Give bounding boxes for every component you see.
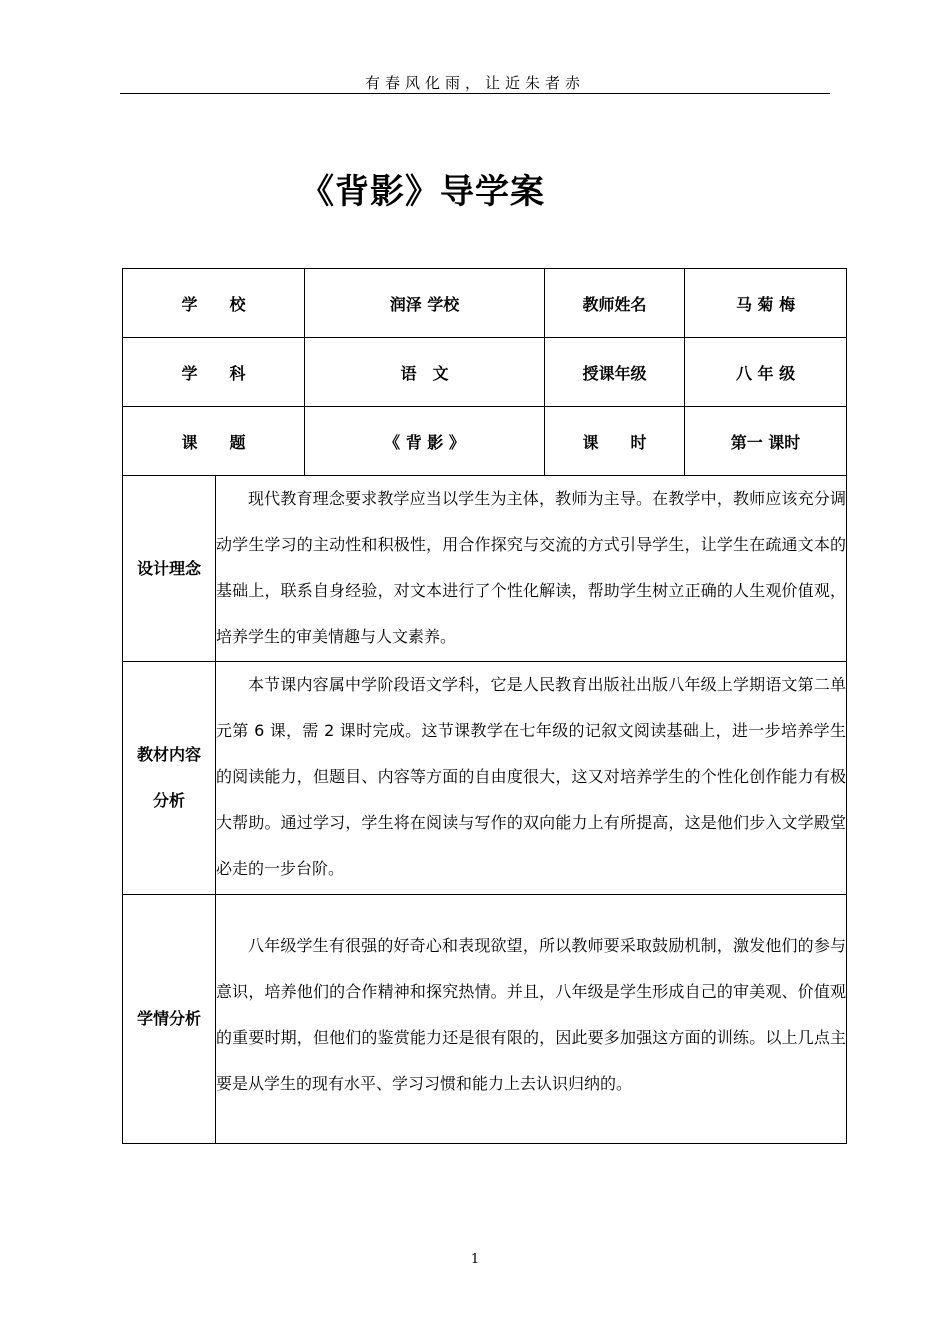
material-analysis-text: 本节课内容属中学阶段语文学科，它是人民教育出版社出版八年级上学期语文第二单元第 6 课，需 2 课时完成。这节课教学在七年级的记叙文阅读基础上，进一步培养学生的阅读能力，但题目、内容等方面的自由度很大，这又对培养学生的个性化创作能力有极大帮助。通过学习，学生将在阅读与写作的双向能力上有所提高，这是他们步入文学殿堂必走的一步台阶。	[216, 675, 847, 878]
header-motto: 有春风化雨，让近朱者赤	[364, 74, 585, 92]
table-row	[123, 662, 847, 895]
teacher-name-value: 马 菊 梅	[685, 269, 847, 338]
subject-label: 学 科	[123, 338, 305, 407]
header-divider	[120, 93, 830, 94]
teacher-name-label: 教师姓名	[545, 269, 685, 338]
student-analysis-label: 学情分析	[123, 895, 216, 1144]
page-number: 1	[470, 1252, 480, 1267]
design-concept-label: 设计理念	[123, 476, 216, 662]
table-row	[123, 895, 847, 1144]
student-analysis-cell	[216, 895, 847, 1144]
school-value: 润泽 学校	[305, 269, 545, 338]
topic-value: 《 背 影 》	[305, 407, 545, 476]
grade-value: 八 年 级	[685, 338, 847, 407]
design-concept-text: 现代教育理念要求教学应当以学生为主体，教师为主导。在教学中，教师应该充分调动学生学习的主动性和积极性，用合作探究与交流的方式引导学生，让学生在疏通文本的基础上，联系自身经验，对文本进行了个性化解读，帮助学生树立正确的人生观价值观，培养学生的审美情趣与人文素养。	[216, 489, 847, 646]
table-row	[123, 269, 847, 338]
material-analysis-label-line2: 分析	[152, 791, 185, 810]
design-concept-cell	[216, 476, 847, 662]
table-row	[123, 407, 847, 476]
material-analysis-label	[123, 662, 216, 895]
subject-value: 语 文	[305, 338, 545, 407]
school-label: 学 校	[123, 269, 305, 338]
material-analysis-cell	[216, 662, 847, 895]
student-analysis-text: 八年级学生有很强的好奇心和表现欲望，所以教师要采取鼓励机制，激发他们的参与意识，培养他们的合作精神和探究热情。并且，八年级是学生形成自己的审美观、价值观的重要时期，但他们的鉴赏能力还是很有限的，因此要多加强这方面的训练。以上几点主要是从学生的现有水平、学习习惯和能力上去认识归纳的。	[216, 936, 847, 1093]
period-value: 第一 课时	[685, 407, 847, 476]
period-label: 课 时	[545, 407, 685, 476]
grade-label: 授课年级	[545, 338, 685, 407]
lesson-plan-table	[122, 268, 847, 1144]
table-row	[123, 476, 847, 662]
topic-label: 课 题	[123, 407, 305, 476]
document-title: 《背影》导学案	[300, 172, 545, 212]
table-row	[123, 338, 847, 407]
material-analysis-label-line1: 教材内容	[136, 745, 201, 764]
